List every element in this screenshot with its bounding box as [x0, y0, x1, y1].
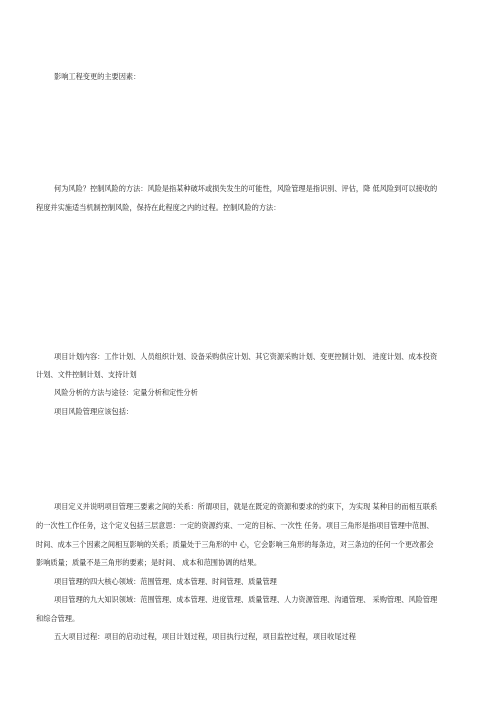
definition-paragraph-line: 时间、成本三个因素之间相互影响的关系；质量处于三角形的中 心，它会影响三角形的每条边，对三条边的任何一个更改都会: [36, 540, 434, 549]
risk-paragraph-line: 程度并实施适当机制控制风险，保持在此程度之内的过程。控制风险的方法：: [36, 203, 281, 212]
risk-analysis-line: 风险分析的方法与途径：定量分析和定性分析: [54, 388, 198, 397]
knowledge-areas-line: 和综合管理。: [36, 614, 80, 623]
risk-paragraph-line: 何为风险？控制风险的方法：风险是指某种破坏或损失发生的可能性，风险管理是指识别、评估，降 低风险到可以接收的: [54, 184, 438, 193]
plan-paragraph-line: 项目计划内容：工作计划、人员组织计划、设备采购供应计划、其它资源采购计划、变更控制计划、 进度计划、成本投资: [54, 352, 438, 361]
definition-paragraph-line: 影响质量；质量不是三角形的要素；是时间、 成本和范围协调的结果。: [36, 558, 262, 567]
processes-line: 五大项目过程：项目的启动过程，项目计划过程，项目执行过程，项目监控过程，项目收尾过程: [54, 632, 356, 641]
risk-mgmt-heading: 项目风险管理应该包括：: [54, 407, 134, 416]
definition-paragraph-line: 项目定义并说明项目管理三要素之间的关系：所谓项目，就是在既定的资源和要求的约束下，为实现 某种目的而相互联系: [54, 502, 438, 511]
knowledge-areas-line: 项目管理的九大知识领域：范围管理、成本管理、进度管理、质量管理、人力资源管理、沟通管理、 采购管理、风险管理: [54, 595, 438, 604]
factors-heading: 影响工程变更的主要因素：: [54, 72, 141, 81]
plan-paragraph-line: 计划、文件控制计划、支持计划: [36, 370, 137, 379]
definition-paragraph-line: 的一次性工作任务，这个定义包括三层意思：一定的资源约束、一定的目标、一次性 任务。项目三角形是指项目管理中范围、: [36, 521, 434, 530]
core-areas-line: 项目管理的四大核心领域：范围管理、成本管理、时间管理、质量管理: [54, 577, 277, 586]
